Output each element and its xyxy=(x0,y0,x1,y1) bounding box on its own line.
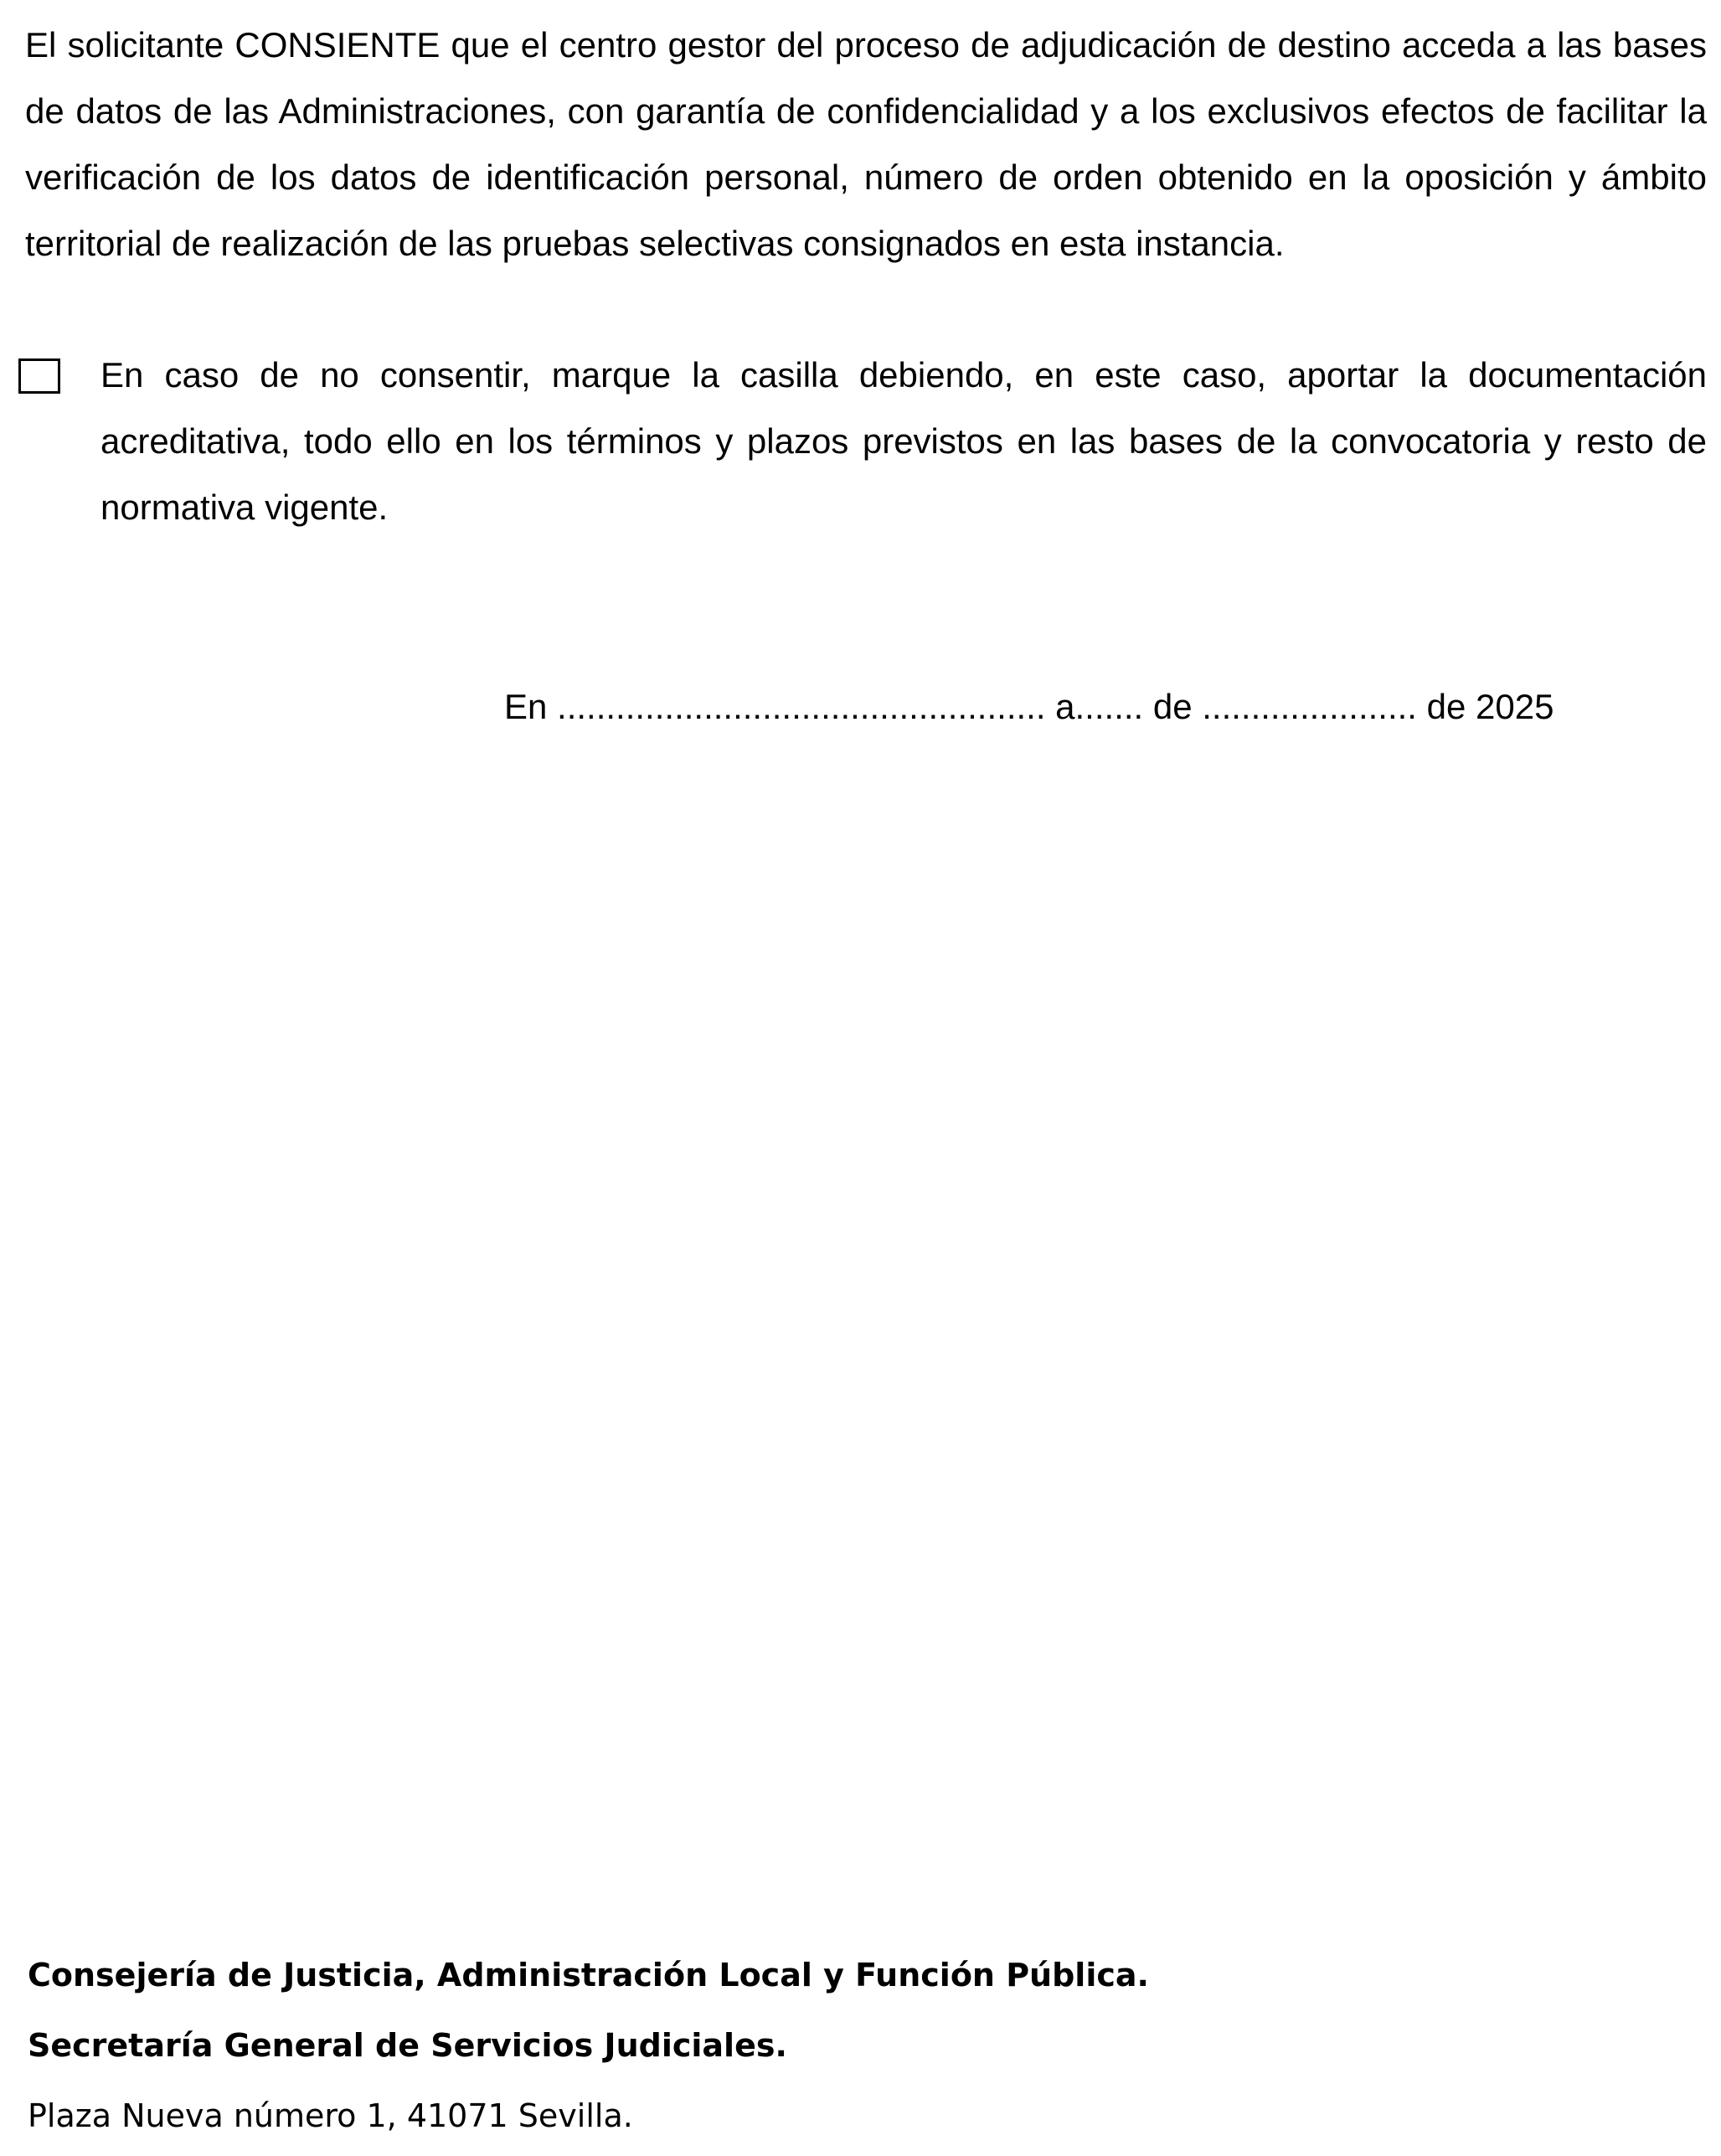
footer-address: Plaza Nueva número 1, 41071 Sevilla. xyxy=(28,2097,633,2134)
footer xyxy=(28,1940,1149,2151)
consent-paragraph: El solicitante CONSIENTE que el centro gestor del proceso de adjudicación de destino acceda a las bases de datos de las Administraciones, con garantía de confidencialidad y a los exclusivos efectos de facilitar la verificación de los datos de identificación personal, número de orden obtenido en la oposición y ámbito territorial de realización de las pruebas selectivas consignados en esta instancia. xyxy=(25,25,1707,263)
date-place-line: En .................................................. a....... de ...................... de 2025 xyxy=(504,687,1554,726)
opt-out-checkbox[interactable] xyxy=(18,358,60,394)
opt-out-text: En caso de no consentir, marque la casilla debiendo, en este caso, aportar la documentación acreditativa, todo ello en los términos y plazos previstos en las bases de la convocatoria y resto de normativa vigente. xyxy=(100,355,1707,527)
footer-secretariat: Secretaría General de Servicios Judiciales. xyxy=(28,2027,787,2064)
footer-department: Consejería de Justicia, Administración Local y Función Pública. xyxy=(28,1957,1149,1994)
